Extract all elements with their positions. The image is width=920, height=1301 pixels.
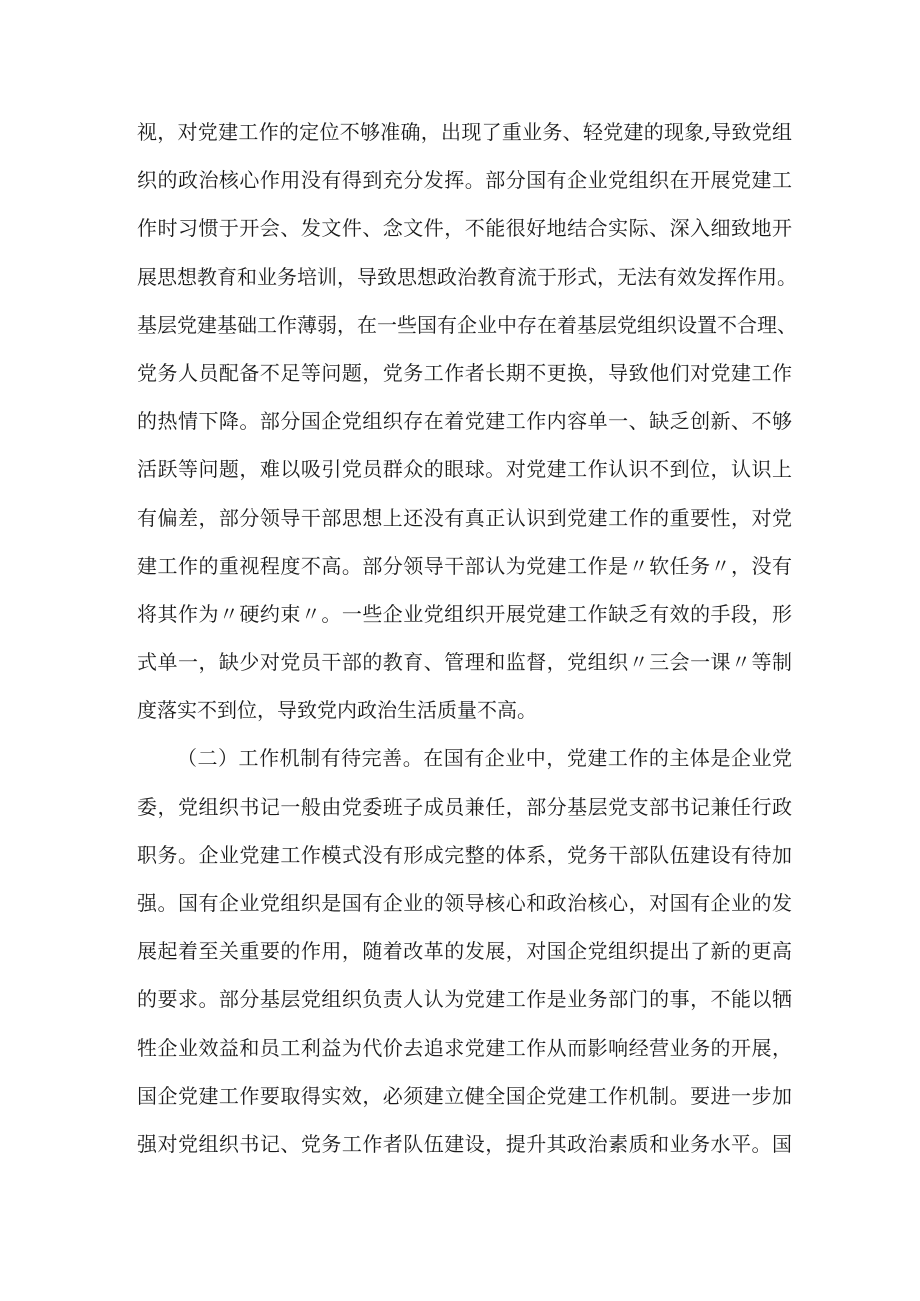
text-line: 视，对党建工作的定位不够准确，出现了重业务、轻党建的现象,导致党组 [137, 120, 792, 144]
text-line: 基层党建基础工作薄弱，在一些国有企业中存在着基层党组织设置不合理、 [137, 312, 797, 337]
text-line: 作时习惯于开会、发文件、念文件，不能很好地结合实际、深入细致地开 [137, 216, 792, 241]
text-line: 有偏差，部分领导干部思想上还没有真正认识到党建工作的重要性，对党 [137, 505, 792, 530]
text-line: 委，党组织书记一般由党委班子成员兼任，部分基层党支部书记兼任行政 [137, 794, 792, 819]
text-line: 强对党组织书记、党务工作者队伍建设，提升其政治素质和业务水平。国 [137, 1131, 792, 1156]
text-line: 党务人员配备不足等问题，党务工作者长期不更换，导致他们对党建工作 [137, 360, 792, 385]
text-line: 将其作为〃硬约束〃。一些企业党组织开展党建工作缺乏有效的手段，形 [137, 601, 792, 626]
document-body [0, 108, 920, 1168]
text-line: 活跃等问题，难以吸引党员群众的眼球。对党建工作认识不到位，认识上 [137, 457, 792, 482]
section-heading-line: （二）工作机制有待完善。在国有企业中，党建工作的主体是企业党 [177, 746, 792, 771]
text-line: 强。国有企业党组织是国有企业的领导核心和政治核心，对国有企业的发 [137, 891, 792, 915]
text-line: 牲企业效益和员工利益为代价去追求党建工作从而影响经营业务的开展， [137, 1035, 792, 1060]
text-line: 织的政治核心作用没有得到充分发挥。部分国有企业党组织在开展党建工 [137, 168, 792, 193]
text-line: 国企党建工作要取得实效，必须建立健全国企党建工作机制。要进一步加 [137, 1083, 792, 1108]
text-line: 展起着至关重要的作用，随着改革的发展，对国企党组织提出了新的更高 [137, 939, 792, 964]
paragraph-end-line: 度落实不到位，导致党内政治生活质量不高。 [137, 698, 537, 723]
text-line: 职务。企业党建工作模式没有形成完整的体系，党务干部队伍建设有待加 [137, 842, 792, 867]
text-line: 的要求。部分基层党组织负责人认为党建工作是业务部门的事，不能以牺 [137, 987, 792, 1012]
text-line: 建工作的重视程度不高。部分领导干部认为党建工作是〃软任务〃，没有 [137, 553, 792, 578]
text-line: 展思想教育和业务培训，导致思想政治教育流于形式，无法有效发挥作用。 [137, 264, 797, 289]
text-line: 的热情下降。部分国企党组织存在着党建工作内容单一、缺乏创新、不够 [137, 409, 792, 434]
text-line: 式单一，缺少对党员干部的教育、管理和监督，党组织〃三会一课〃等制 [137, 650, 792, 675]
